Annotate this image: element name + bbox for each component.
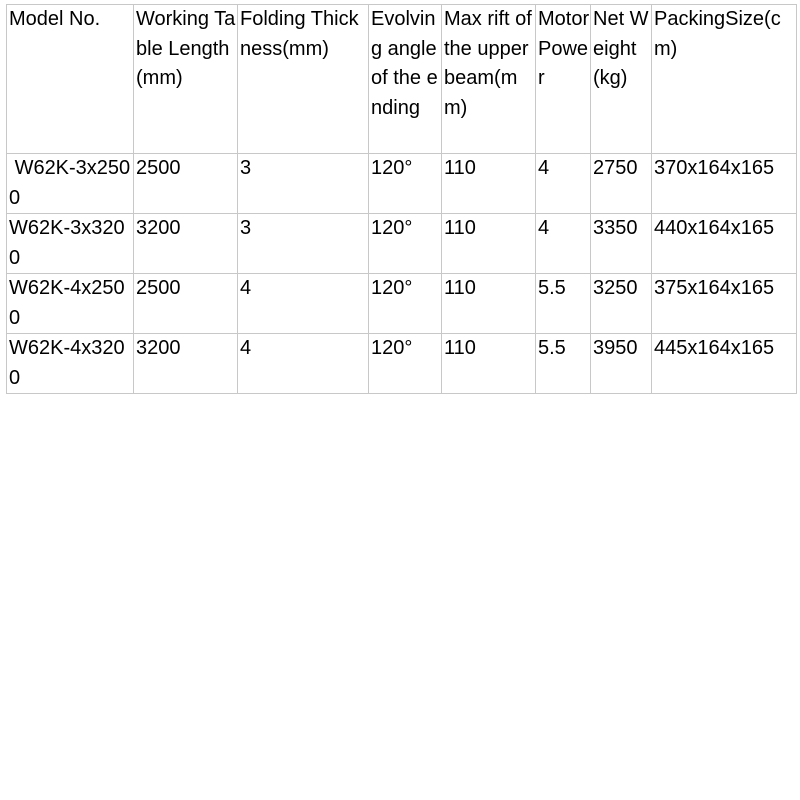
- table-row: [7, 154, 797, 214]
- cell-working-table-length: 2500: [134, 274, 238, 334]
- cell-working-table-length: 3200: [134, 334, 238, 394]
- cell-max-rift: 110: [442, 154, 536, 214]
- table-row: [7, 214, 797, 274]
- cell-max-rift: 110: [442, 334, 536, 394]
- header-evolving-angle: Evolving angle of the ending: [369, 5, 442, 154]
- cell-packing-size: 370x164x165: [652, 154, 797, 214]
- spec-table: [6, 4, 797, 394]
- header-row: [7, 5, 797, 154]
- cell-net-weight: 2750: [591, 154, 652, 214]
- header-motor-power: Motor Power: [536, 5, 591, 154]
- cell-evolving-angle: 120°: [369, 214, 442, 274]
- table-row: [7, 334, 797, 394]
- cell-motor-power: 4: [536, 214, 591, 274]
- cell-motor-power: 5.5: [536, 274, 591, 334]
- cell-evolving-angle: 120°: [369, 274, 442, 334]
- header-net-weight: Net Weight (kg): [591, 5, 652, 154]
- table-row: [7, 274, 797, 334]
- cell-evolving-angle: 120°: [369, 154, 442, 214]
- cell-net-weight: 3950: [591, 334, 652, 394]
- header-folding-thickness: Folding Thickness(mm): [238, 5, 369, 154]
- cell-model-no: W62K-3x2500: [7, 154, 134, 214]
- cell-folding-thickness: 4: [238, 334, 369, 394]
- cell-net-weight: 3250: [591, 274, 652, 334]
- header-model-no: Model No.: [7, 5, 134, 154]
- cell-max-rift: 110: [442, 274, 536, 334]
- cell-net-weight: 3350: [591, 214, 652, 274]
- cell-evolving-angle: 120°: [369, 334, 442, 394]
- cell-packing-size: 440x164x165: [652, 214, 797, 274]
- header-packing-size: PackingSize(cm): [652, 5, 797, 154]
- header-max-rift: Max rift of the upper beam(mm): [442, 5, 536, 154]
- cell-motor-power: 5.5: [536, 334, 591, 394]
- cell-working-table-length: 3200: [134, 214, 238, 274]
- cell-max-rift: 110: [442, 214, 536, 274]
- cell-folding-thickness: 3: [238, 154, 369, 214]
- cell-working-table-length: 2500: [134, 154, 238, 214]
- cell-model-no: W62K-3x3200: [7, 214, 134, 274]
- cell-folding-thickness: 3: [238, 214, 369, 274]
- cell-packing-size: 375x164x165: [652, 274, 797, 334]
- header-working-table-length: Working Table Length(mm): [134, 5, 238, 154]
- cell-folding-thickness: 4: [238, 274, 369, 334]
- cell-model-no: W62K-4x2500: [7, 274, 134, 334]
- cell-motor-power: 4: [536, 154, 591, 214]
- cell-model-no: W62K-4x3200: [7, 334, 134, 394]
- cell-packing-size: 445x164x165: [652, 334, 797, 394]
